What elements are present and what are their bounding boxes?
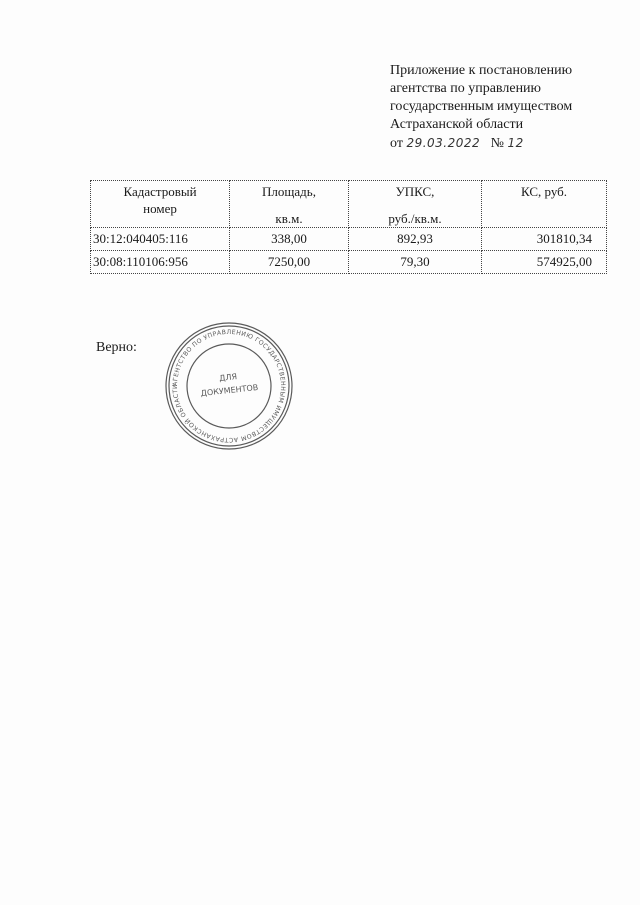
verification-label: Верно: (96, 340, 137, 355)
cell-cadastral-number: 30:12:040405:116 (91, 228, 230, 251)
cell-ks: 301810,34 (482, 228, 607, 251)
official-seal-stamp (163, 320, 295, 452)
appendix-header (390, 62, 620, 153)
stamp-center-line-2: ДОКУМЕНТОВ (200, 382, 259, 398)
cell-area: 7250,00 (230, 251, 349, 274)
table-row (91, 228, 607, 251)
cell-ks: 574925,00 (482, 251, 607, 274)
header-line-3: государственным имуществом (390, 99, 573, 114)
header-upks: УПКС, руб./кв.м. (349, 181, 482, 228)
stamp-center-line-1: ДЛЯ (218, 372, 238, 383)
stamp-ring-text: АГЕНТСТВО ПО УПРАВЛЕНИЮ ГОСУДАРСТВЕННЫМ ИМУЩЕСТВОМ АСТРАХАНСКОЙ ОБЛАСТИ (171, 328, 287, 444)
table-header-row (91, 181, 607, 228)
header-cadastral-number: Кадастровый номер (91, 181, 230, 228)
table-row (91, 251, 607, 274)
header-line-4: Астраханской области (390, 117, 524, 132)
date-prefix: от (390, 136, 403, 151)
cell-cadastral-number: 30:08:110106:956 (91, 251, 230, 274)
header-area: Площадь, кв.м. (230, 181, 349, 228)
cell-upks: 79,30 (349, 251, 482, 274)
header-ks: КС, руб. (482, 181, 607, 228)
number-prefix: № (490, 136, 505, 151)
header-date-line (390, 134, 620, 153)
cell-upks: 892,93 (349, 228, 482, 251)
header-line-2: агентства по управлению (390, 81, 542, 96)
cadastral-value-table (90, 180, 607, 274)
cell-area: 338,00 (230, 228, 349, 251)
number-value: 12 (507, 136, 524, 150)
header-line-1: Приложение к постановлению (390, 63, 573, 78)
date-value: 29.03.2022 (406, 136, 481, 150)
